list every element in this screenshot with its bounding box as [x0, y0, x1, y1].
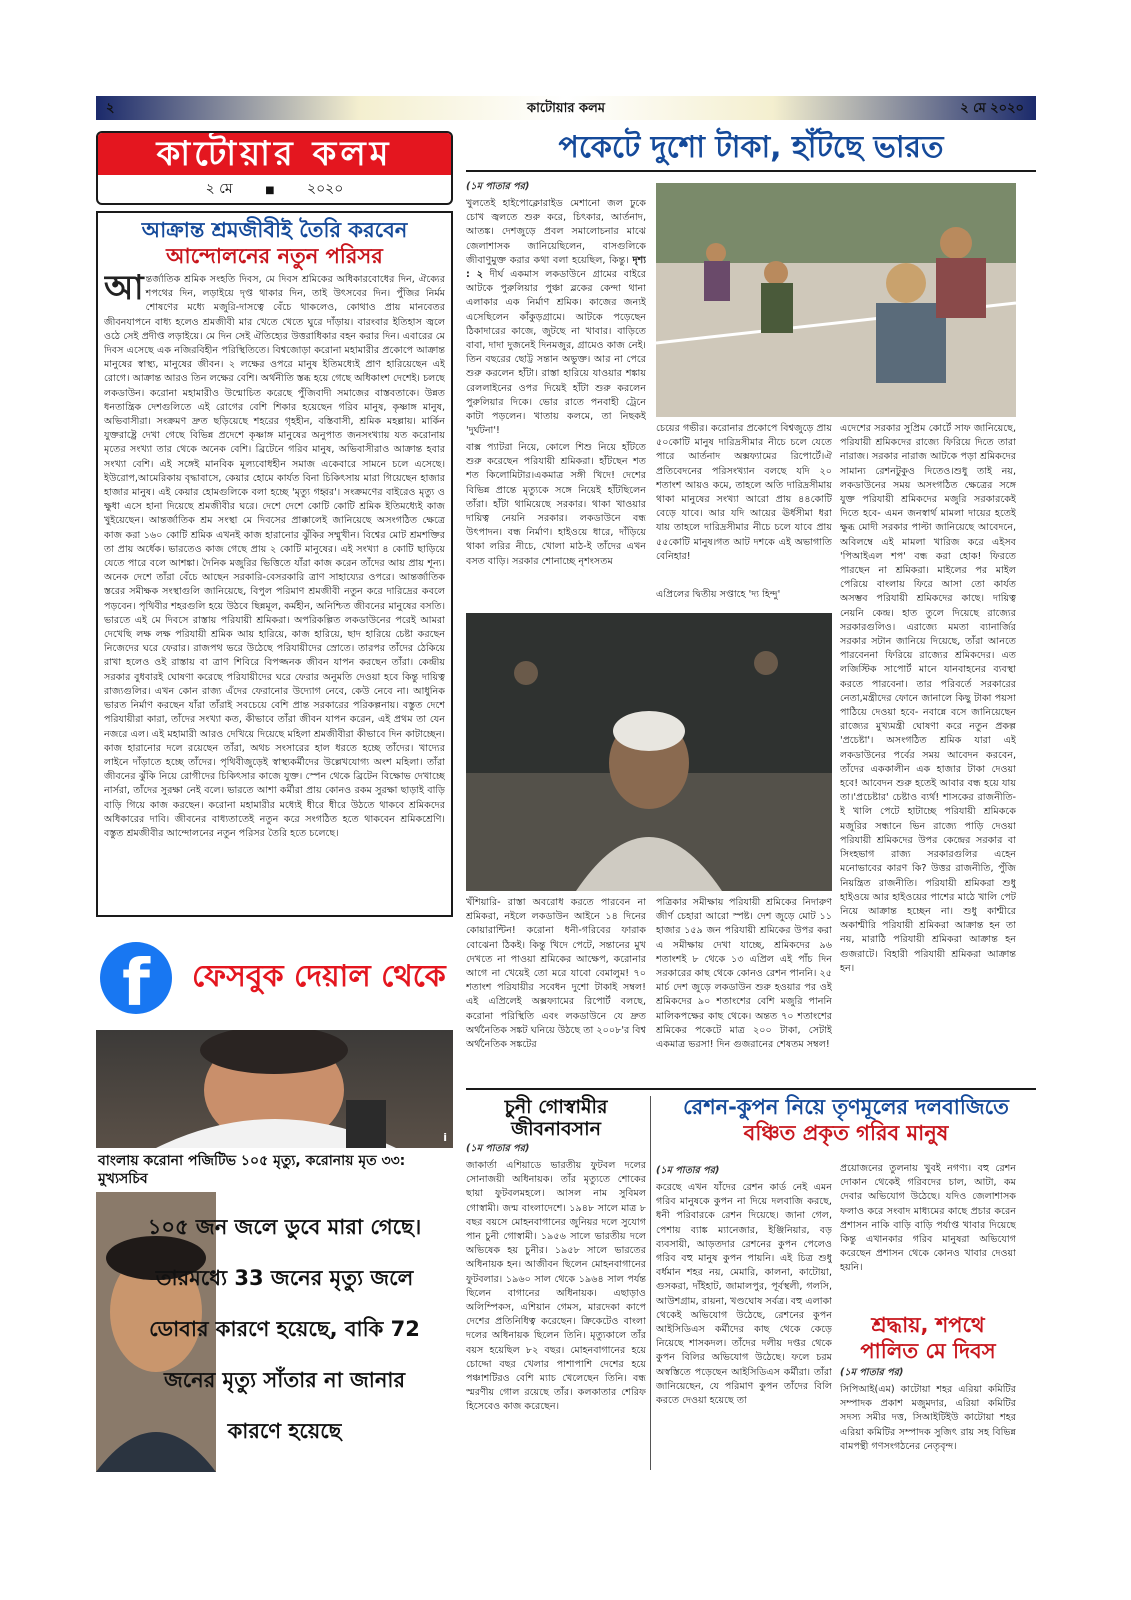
page-number: ২: [106, 101, 115, 116]
facebook-section: [96, 930, 453, 1475]
chuni-body: জাকার্তা এশিয়াডে ভারতীয় ফুটবল দলের সোনাজয়ী অধিনায়ক। তাঁর মৃত্যুতে শোকের ছায়া ফুটবলমহলে। আসল নাম সুবিমল গোস্বামী। জন্ম বাংলাদেশে। ১৯৪৮ সালে মাত্র ৮ বছর বয়সে মোহনবাগানের জুনিয়র দলে সুযোগ পান চুনী গোস্বামী। ১৯৫৬ সালে ভারতীয় দলে অভিষেক হয় চুনীর। ১৯৫৮ সালে ভারতের অধিনায়ক হন। আজীবন ছিলেন মোহনবাগানের ফুটবলার। ১৯৬০ সাল থেকে ১৯৬৪ সাল পর্যন্ত ছিলেন বাগানের অধিনায়ক। এছাড়াও অলিম্পিকস, এশিয়ান গেমস, মারদেকা কাপে দেশের প্রতিনিধিত্ব করেছেন। ক্রিকেটেও বাংলা দলের অধিনায়ক ছিলেন তিনি। মৃত্যুকালে তাঁর বয়স হয়েছিল ৮২ বছর। মোহনবাগানের হয়ে চোদ্দো বছর খেলার পাশাপাশি দেশের হয়ে পঞ্চাশটিরও বেশি ম্যাচ খেলেছেন তিনি। বন্ধ স্মরণীয় গোল রয়েছে তাঁর। কলকাতার শেরিফ হিসেবেও কাজ করেছেন।: [466, 1160, 646, 1413]
mayday-continued: (১ম পাতার পর): [840, 1367, 904, 1378]
migrants-queue-photo: [656, 183, 1016, 417]
ration-col1-text: করেছে এখন যাঁদের রেশন কার্ড নেই এমন গরিব মানুষকে কুপন না দিয়ে দলবাজি করছে, ধনী পরিবারকে রেশন দিয়েছে। জানা গেল, পেশায় ব্যাঙ্ক ম্যানেজার, ইঞ্জিনিয়ার, বড় ব্যবসায়ী, আড়তদার রেশনের কুপন পেলেও গরিব বহু মানুষ কুপন পায়নি। এই চিত্র শুধু বর্ধমান শহর নয়, মেমারি, কালনা, কাটোয়া, গুসকরা, দাঁইহাট, জামালপুর, পূর্বস্থলী, গলসি, আউশগ্রাম, রায়না, খণ্ডঘোষ সর্বত্র। বহু এলাকা থেকেই অভিযোগ উঠেছে, রেশনের কুপন আইসিডিএস কর্মীদের কাছ থেকে কেড়ে নিয়েছে শাসকদল। তাঁদের দলীয় দপ্তর থেকে কুপন বিলির অভিযোগ উঠেছে। ফলে চরম অস্বস্তিতে পড়েছেন আইসিডিএস কর্মীরা। তাঁরা জানিয়েছেন, যে পরিমাণ কুপন তাঁদের বিলি করতে দেওয়া হয়েছে তা: [656, 1182, 832, 1407]
main-col2-a-text: চেয়ের গভীর। করোনার প্রকোপে বিশ্বজুড়ে প্রায় ৫০কোটি মানুষ দারিদ্রসীমার নীচে চলে যেতে পারে আর্তনাদ অক্সফ্যামের রিপোর্টে।ঐ প্রতিবেদনের পরিসংখ্যান বলছে যদি ২০ শতাংশ আয়ও কমে, তাহলে অতি দারিদ্রসীমায় থাকা মানুষের সংখ্যা আরো প্রায় ৪৪কোটি বেড়ে যাবে। আর যদি আয়ের ঊর্ধসীমা ধরা যায় তাহলে দারিদ্রসীমার নীচে চলে যাবে প্রায় ৫৫কোটি মানুষ।গত আট দশকে এই অভাগাতি বেনিহার!: [656, 423, 832, 562]
chuni-article: [466, 1096, 646, 1471]
main-headline-rule: [466, 170, 1036, 172]
info-icon: i: [443, 1131, 447, 1144]
man-sitting-photo: [466, 613, 832, 891]
main-col2-b-text: এপ্রিলের দ্বিতীয় সপ্তাহে 'দ্য হিন্দু': [656, 589, 781, 600]
mayday-body: সিপিআই(এম) কাটোয়া শহর এরিয়া কমিটির সম্পাদক প্রকাশ মজুমদার, এরিয়া কমিটির সদস্য সমীর দত্ত, সিআইটিইউ কাটোয়া শহর এরিয়া কমিটির সম্পাদক সুজিৎ রায় সহ বিভিন্ন বামপন্থী গণসংগঠনের নেতৃবৃন্দ।: [840, 1384, 1016, 1452]
mayday-headline-line1: শ্রদ্ধায়, শপথে: [871, 1313, 985, 1337]
main-continued-label: (১ম পাতার পর): [466, 181, 530, 192]
lead-article: [96, 211, 453, 917]
main-bottom1-text: খঁশিয়ারি- রাস্তা অবরোধ করতে পারবেন না শ্রমিকরা, নইলে লকডাউন আইনে ১৪ দিনের কোয়ারান্টিন! করোনা ধনী-গরিবের ফারাক বোঝেনা ঠিকই। কিন্তু খিদে পেটে, সন্তানের মুখ দেখতে না পাওয়া শ্রমিকের আক্ষেপ, করোনার আগে না খেয়েই তো মরে যাবো বেমালুম! ৭০ শতাংশ পরিযায়ীর সবেধন দুশো টাকাই সম্বল! এই এপ্রিলেই অক্সফ্যামের রিপোর্ট বলছে, করোনা পরিস্থিতি এবং লকডাউনে যে দ্রুত অর্থনৈতিক সঙ্কট ঘনিয়ে উঠছে তা ২০০৮'র বিশ্ব অর্থনৈতিক সঙ্কটের: [466, 897, 646, 1051]
brand-date: ২ মে ■ ২০২০: [205, 181, 344, 197]
brand-box: [96, 131, 453, 205]
politician-photo-illustration: [96, 1030, 453, 1148]
header-date: ২ মে ২০২০: [960, 101, 1024, 116]
masthead-bar: [96, 96, 1036, 120]
main-col2: [656, 422, 832, 604]
main-col3: [840, 422, 1016, 1082]
mayday-headline-line2: পালিত মে দিবস: [860, 1339, 996, 1363]
facebook-caption: বাংলায় করোনা পজিটিভ ১০৫ মৃত্যু, করোনায় মৃত ৩৩: মুখ্যসচিব: [98, 1153, 406, 1187]
main-col1-b-text: বাক্স প্যাটরা নিয়ে, কোলে শিশু নিয়ে হাঁটতে শুরু করেছেন পরিযায়ী শ্রমিকরা। হাঁটছেন শত শত কিলোমিটার।একমাত্র সঙ্গী খিদে! দেশের বিভিন্ন প্রান্তে মৃত্যুকে সঙ্গে নিয়েই হাঁটছিলেন তাঁরা। হাঁটা থামিয়েছে সরকার। থাকা খাওয়ার দায়িত্ব নেয়নি সরকার। লকডাউনে বন্ধ উৎপাদন। বন্ধ নির্মাণ। হাইওয়ে ধারে, দাঁড়িয়ে থাকা লরির নীচে, খোলা মাঠ-ই তাঁদের এখন বসত বাড়ি। সরকার শোনাচ্ছে নৃশংসতম: [466, 442, 646, 567]
chuni-headline-line1: চুনী গোস্বামীর: [504, 1096, 608, 1118]
lead-headline-line1: আক্রান্ত শ্রমজীবীই তৈরি করবেন: [141, 218, 408, 242]
ration-col2-text: প্রয়োজনের তুলনায় খুবই নগণ্য। বহু রেশন দোকান থেকেই গরিবদের চাল, আটা, কম দেবার অভিযোগ উঠেছে। যদিও জেলাশাসক ফলাও করে সংবাদ মাধ্যমের কাছে প্রচার করেন প্রশাসন নাকি বাড়ি বাড়ি পর্যাপ্ত খাবার দিয়েছে কিন্তু এখানকার গরিব মানুষরা অভিযোগ করেছেন প্রশাসন থেকে কোনও খাবার দেওয়া হয়নি।: [840, 1163, 1016, 1274]
main-col1: [466, 178, 646, 621]
quote-text: ১০৫ জন জলে ডুবে মারা গেছে। তারমধ্যে 33 জনের মৃত্যু জলে ডোবার কারণে হয়েছে, বাকি 72 জনের মৃত্যু সাঁতার না জানার কারণে হয়েছে: [147, 1215, 422, 1443]
ration-continued: (১ম পাতার পর): [656, 1165, 720, 1176]
main-col1-top-text: খুলতেই হাইপোক্লোরাইড মেশানো জল ঢুকে চোখ জ্বলতে শুরু করে, চিৎকার, আর্তনাদ, আতঙ্ক। দেশজুড়ে প্রবল সমালোচনার মাঝে জেলাশাসক জানিয়েছিলেন, বাসগুলিকে জীবাণুমুক্ত করার কথা বলা হয়েছিল, কিন্তু। দৃশ্য : ২ দীর্ঘ একমাস লকডাউনে গ্রামের বাইরে আটকে পুরুলিয়ার পুঞ্চা ব্লকের কেন্দা থানা এলাকার এক নির্মাণ শ্রমিক। কাজের জন্যই এসেছিলেন কাঁকুড়গ্রামে। আটকে পড়েছেন ঠিকাদারের কাজে, জুটছে না খাবার। বাড়িতে বাবা, দাদা দুজনেই দিনমজুর, গ্রামেও কাজ নেই। তিন বছরের ছোট্ট সন্তান অভুক্ত। আর না পেরে শুরু করলেন হাঁটা। রাস্তা হারিয়ে যাওয়ার শঙ্কায় রেললাইনের ওপর দিয়েই হাঁটা শুরু করলেন পুরুলিয়ার দিকে। ভোর রাতে পনবাহী ট্রেনে কাটা পড়লেন। খাতায় কলমে, তা নিছকই 'দুর্ঘটনা'!: [466, 198, 646, 437]
lead-body: আ ন্তর্জাতিক শ্রমিক সংহতি দিবস, মে দিবস শ্রমিকের অধিকারবোধের দিন, ঐক্যের শপথের দিন, লড়াইয়ে দৃপ্ত থাকার দিন, তাই উৎসবের দিন। পুঁজির নির্মম শোষণের মধ্যে মজুরি-দাসত্বে বেঁচে থাকলেও, কোথাও প্রায় মানবেতর জীবনযাপনে বাধ্য হলেও শ্রমজীবী মার খেতে খেতে ঘুরে দাঁড়ায়। বারংবার ইতিহাস জ্বলে ওঠে সেই প্রদীপ্ত লড়াইয়ে। মে দিন সেই ঐতিহ্যের উত্তরাধিকার বহন করার দিন। এবারের মে দিবস এসেছে এক নজিরবিহীন পরিস্থিতিতে। বিশ্বজোড়া করোনা মহামারীর প্রকোপে আক্রান্ত মানুষের স্বাস্থ্য, মানুষের জীবন। ২ লক্ষের ওপরে মানুষ ইতিমধ্যেই প্রাণ হারিয়েছেন এই রোগে। আক্রান্ত আরও তিন লক্ষের বেশি। অর্থনীতি স্তব্ধ হয়ে গেছে অধিকাংশ দেশেই। চলছে লকডাউন। করোনা মহামারীও উন্মোচিত করেছে পুঁজিবাদী সমাজের বাস্তবতাকে। উন্নত ধনতান্ত্রিক দেশগুলিতে এই রোগের বেশি শিকার হয়েছেন গরিব মানুষ, কৃষ্ণাঙ্গ মানুষ, অভিবাসীরা। সংক্রমণ দ্রুত ছড়িয়েছে শহরের গৃহহীন, বস্তিবাসী, শ্রমিক মহল্লায়। মার্কিন যুক্তরাষ্ট্রে দেখা গেছে বিভিন্ন প্রদেশে কৃষ্ণাঙ্গ মানুষের অনুপাত জনসংখ্যায় যত করোনায় মৃতের সংখ্যা তার থেকে অনেক বেশি। ব্রিটেনে গরিব মানুষ, অভিবাসীরাও আক্রান্ত হবার সংখ্যা বেশি। এই সঙ্গেই মানবিক মূল্যবোধহীন সমাজ একেবারে সামনে চলে এসেছে। ইউরোপ,আমেরিকায় বৃদ্ধাবাসে, কেয়ার হোমে কার্যত বিনা চিকিৎসায় মারা গিয়েছেন হাজার হাজার মানুষ। এই কেয়ার হোমগুলিকে বলা হচ্ছে 'মৃত্যু গহ্বর'। সংক্রমণের বাইরেও মৃত্যু ও ক্ষুধা এসে হানা দিয়েছে শ্রমজীবীর ঘরে। দেশে দেশে কোটি কোটি শ্রমিক ইতিমধ্যেই কাজ খুইয়েছেন। আন্তর্জাতিক শ্রম সংস্থা মে দিবসের প্রাক্কালেই জানিয়েছে অসংগঠিত ক্ষেত্রে কাজ করা ১৬০ কোটি শ্রমিক এখনই কাজ হারানোর ঝুঁকির সম্মুখীন। বিশ্বের মোট শ্রমশক্তির তা প্রায় অর্ধেক। ভারতেও কাজ গেছে প্রায় ২ কোটি মানুষের। এই সংখ্যা ৪ কোটি ছাড়িয়ে যেতে পারে বলে আশঙ্কা। দৈনিক মজুরির ভিত্তিতে যাঁরা কাজ করেন তাঁদের আয় প্রায় শূন্য। অনেক দেশে তাঁরা বেঁচে আছেন সরকারি-বেসরকারি ত্রাণ সাহায্যের ওপরে। আন্তর্জাতিক স্তরের সমীক্ষক সংস্থাগুলি জানিয়েছে, বিপুল পরিমাণ শ্রমজীবী নতুন করে দারিদ্রের কবলে পড়বেন। পৃথিবীর শহরগুলি হয়ে উঠবে ছিন্নমূল, কর্মহীন, অনিশ্চিত জীবনের মানুষের বসতি। ভারতে এই মে দিবসে রাস্তায় পরিযায়ী শ্রমিকরা। অপরিকল্পিত লকডাউনের পরেই আমরা দেখেছি লক্ষ লক্ষ পরিযায়ী শ্রমিক আয় হারিয়ে, কাজ হারিয়ে, ছাদ হারিয়ে চেষ্টা করছেন নিজেদের ঘরে ফেরার। রাজপথ ভরে উঠেছে পরিযায়ীদের স্রোতে। তারপর তাঁদের ঠেকিয়ে রাখা হলেও ওই রাস্তায় বা ত্রাণ শিবিরে বিপজ্জনক জীবন যাপন করছেন তাঁরা। কেন্দ্রীয় সরকার বুধবারই ঘোষণা করেছে পরিযায়ীদের ঘরে ফেরার অনুমতি দেওয়া হবে কিন্তু দায়িত্ব রাজ্যগুলির। এখন কোন রাজ্য এঁদের ফেরানোর উদ্যোগ নেবে, কেউ নেবে না। আধুনিক ভারত নির্মাণ করছেন যাঁরা তাঁরাই সবচেয়ে বেশি প্রান্ত সরকারের পরিকল্পনায়। বস্তুত দেশে পরিযায়ীরা কারা, তাঁদের সংখ্যা কত, কীভাবে তাঁরা জীবন যাপন করেন, এই প্রথম তা যেন নজরে এল। এই মহামারী আরও দেখিয়ে দিয়েছে মহিলা শ্রমজীবীরা কীভাবে দিন কাটাচ্ছেন। কাজ হারানোর দলে রয়েছেন তাঁরা, অথচ সংসারের হাল ধরতে হচ্ছে তাঁদের। খাদ্যের লাইনে দাঁড়াতে হচ্ছে তাঁদের। পৃথিবীজুড়েই স্বাস্থ্যকর্মীদের উল্লেখযোগ্য অংশ মহিলা। তাঁরা জীবনের ঝুঁকি নিয়ে রোগীদের চিকিৎসার কাজে যুক্ত। স্পেন থেকে ব্রিটেন বিক্ষোভ দেখাচ্ছে নার্সরা, তাঁদের সুরক্ষা নেই বলে। ভারতে আশা কর্মীরা প্রায় কোনও রকম সুরক্ষা ছাড়াই বাড়ি বাড়ি গিয়ে কাজ করছেন। করোনা মহামারীর মধ্যেই ধীরে ধীরে উঠতে থাকবে শ্রমিকদের অধিকারের দাবি। জীবনের বাধ্যতাতেই নতুন করে সংগঠিত হতে থাকবেন শ্রমিকশ্রেণি। বস্তুত শ্রমজীবীর আন্দোলনের নতুন পরিসর তৈরি হতে চলেছে।: [104, 273, 445, 839]
scene-label: দৃশ্য : ২: [466, 254, 646, 281]
section-divider: [466, 1088, 1036, 1090]
chuni-continued: (১ম পাতার পর): [466, 1143, 530, 1154]
politician-photo: [96, 1030, 453, 1148]
main-bottom2-text: পত্রিকার সমীক্ষায় পরিযায়ী শ্রমিকের নিদারুণ জীর্ণ চেহারা আরো স্পষ্ট। দেশ জুড়ে মোট ১১ হাজার ১৫৯ জন পরিযায়ী শ্রমিকের উপর করা এ সমীক্ষায় দেখা যাচ্ছে, শ্রমিকদের ৯৬ শতাংশই ৮ থেকে ১৩ এপ্রিল এই পাঁচ দিন সরকারের কাছ থেকে কোনও রেশন পাননি। ২৫ মার্চ দেশ জুড়ে লকডাউন শুরু হওয়ার পর ওই শ্রমিকদের ৯০ শতাংশের বেশি মজুরি পাননি মালিকপক্ষের কাছ থেকে। অন্তত ৭০ শতাংশের শ্রমিকের পকেটে মাত্র ২০০ টাকা, সেটাই একমাত্র ভরসা! দিন গুজরানের শেষতম সম্বল!: [656, 897, 832, 1051]
man-sitting-illustration: [466, 613, 832, 891]
brand-name: কাটোয়ার কলম: [98, 133, 451, 175]
quote-image: [96, 1192, 453, 1472]
lead-dropcap: আ: [104, 273, 144, 308]
migrants-queue-illustration: [656, 183, 1016, 417]
chuni-headline-line2: জীবনাবসান: [511, 1118, 601, 1140]
mayday-article: [840, 1312, 1016, 1469]
facebook-title: ফেসবুক দেয়াল থেকে: [192, 959, 446, 994]
lead-headline-line2: আন্দোলনের নতুন পরিসর: [166, 244, 383, 268]
ration-article: [656, 1094, 1036, 1146]
paper-name: কাটোয়ার কলম: [526, 101, 606, 116]
main-col3-text: এদেশের সরকার সুপ্রিম কোর্টে সাফ জানিয়েছে, পরিযায়ী শ্রমিকদের রাজ্যে ফিরিয়ে দিতে তারা নারাজ। সরকার নারাজ আটকে পড়া শ্রমিকদের সামান্য রেশনটুকুও দিতেও।শুধু তাই নয়, লকডাউনের সময় অসংগঠিত ক্ষেত্রের সঙ্গে যুক্ত পরিযায়ী শ্রমিকদের মজুরি সরকারকেই দিতে হবে- এমন জনস্বার্থ মামলা দায়ের হতেই ক্ষুব্ধ মোদী সরকার পাল্টা জানিয়েছে আবেদনে, অবিলম্বে এই মামলা খারিজ করে এইসব 'পিআইএল শপ' বন্ধ করা হোক! ফিরতে পারছেন না শ্রমিকরা। মাইলের পর মাইল পেরিয়ে বাংলায় ফিরে আসা তো কার্যত অসম্ভব পরিযায়ী শ্রমিকদের কাছে। দায়িত্ব নেয়নি কেন্দ্র। হাত তুলে দিয়েছে রাজ্যের সরকারগুলিও। এরাজ্যে মমতা ব্যানার্জির সরকার সটান জানিয়ে দিয়েছে, তাঁরা আনতে পারবেননা ফিরিয়ে রাজ্যের শ্রমিকদের। এত লজিস্টিক সাপোর্ট মানে যানবাহনের ব্যবস্থা করতে পারবেনা। তার পরিবর্তে সরকারের নেতা,মন্ত্রীদের ফোনে জানালে কিছু টাকা পয়সা পাঠিয়ে দেওয়া হবে- নবান্নে বসে জানিয়েছেন রাজ্যের মুখ্যমন্ত্রী ঘোষণা করে নতুন প্রকল্প 'প্রচেষ্টা'। অসংগঠিত শ্রমিক যারা এই লকডাউনের পর্বের সময় আবেদন করবেন, তাঁদের এককালীন এক হাজার টাকা দেওয়া হবে! আবেদন শুরু হতেই আবার বন্ধ হয়ে যায় তা।'প্রচেষ্টার' চেষ্টাও ব্যর্থ! শাসকের রাজনীতি-ই খালি পেটে হাটাচ্ছে পরিযায়ী শ্রমিককে মজুরির সন্ধানে ভিন রাজ্যে পাড়ি দেওয়া পরিযায়ী শ্রমিকদের উপর কেন্দ্রের সরকার বা সিংহভাগ রাজ্য সরকারগুলির এহেন মনোভাবের কারণ কি? উত্তর রাজনীতি, পুঁজি নিয়ন্ত্রিত রাজনীতি। পরিযায়ী শ্রমিকরা শুধু হাইওয়ে আর হাইওয়ের পাশের মাঠে খালি পেট নিয়ে আক্রান্ত হচ্ছেন না। শুধু কাশ্মীরে অকাশ্মীরি পরিযায়ী শ্রমিকরা আক্রান্ত হন তা নয়, মারাঠি পরিযায়ী শ্রমিকরা আক্রান্ত হন গুজরাটে। বিহারী পরিযায়ী শ্রমিকরা আক্রান্ত হন।: [840, 423, 1016, 974]
column-rule: [650, 1096, 651, 1470]
ration-headline-line2: বঞ্চিত প্রকৃত গরিব মানুষ: [743, 1121, 949, 1145]
main-headline: পকেটে দুশো টাকা, হাঁটছে ভারত: [558, 130, 944, 165]
ration-headline-line1: রেশন-কুপন নিয়ে তৃণমূলের দলবাজিতে: [683, 1095, 1009, 1119]
facebook-logo-icon: f: [100, 942, 172, 1014]
ration-col1: [656, 1162, 832, 1471]
